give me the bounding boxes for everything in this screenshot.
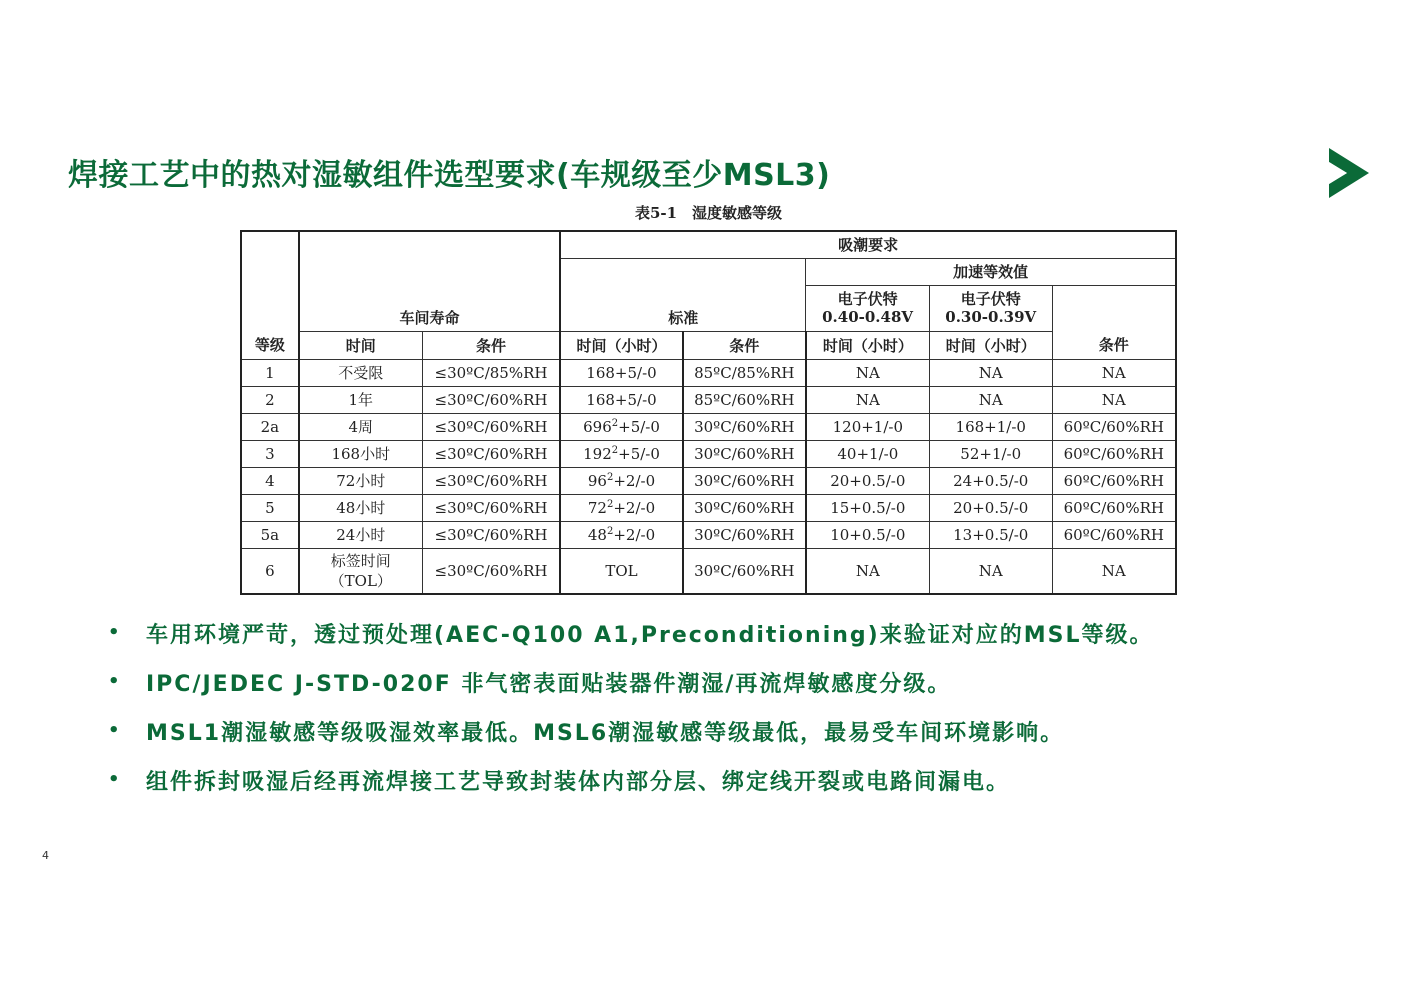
std-condition-cell: 30ºC/60%RH — [683, 521, 806, 548]
ev2-cell: 20+0.5/-0 — [929, 494, 1052, 521]
play-arrow-logo-icon — [1325, 146, 1371, 200]
ev2-cell: 52+1/-0 — [929, 440, 1052, 467]
grade-cell: 5a — [241, 521, 299, 548]
std-condition-cell: 85ºC/60%RH — [683, 386, 806, 413]
bullet-dot: • — [108, 720, 122, 741]
bullet-text: MSL1潮湿敏感等级吸湿效率最低。MSL6潮湿敏感等级最低，最易受车间环境影响。 — [146, 721, 1065, 746]
ev1-cell: 20+0.5/-0 — [806, 467, 930, 494]
grade-cell: 2a — [241, 413, 299, 440]
msl-table — [240, 230, 1177, 595]
accel-condition-cell: 60ºC/60%RH — [1052, 467, 1176, 494]
ev2-cell: NA — [929, 386, 1052, 413]
ev1-header: 电子伏特 0.40-0.48V — [806, 285, 930, 331]
time-cell: 168小时 — [299, 440, 423, 467]
time-cell: 标签时间 （TOL） — [299, 548, 423, 594]
bullet-text: IPC/JEDEC J-STD-020F 非气密表面贴装器件潮湿/再流焊敏感度分级。 — [146, 672, 952, 697]
table-caption: 表5-1 湿度敏感等级 — [634, 204, 783, 222]
condition-cell: ≤30ºC/60%RH — [422, 494, 560, 521]
std-time-base: 96 — [587, 471, 607, 490]
ev2-cell: 13+0.5/-0 — [929, 521, 1052, 548]
ev2-cell: 24+0.5/-0 — [929, 467, 1052, 494]
slide-title: 焊接工艺中的热对湿敏组件选型要求(车规级至少MSL3) — [68, 158, 831, 193]
accel-condition-cell: 60ºC/60%RH — [1052, 494, 1176, 521]
std-time-base: 48 — [587, 525, 607, 544]
accel-condition-cell: NA — [1052, 548, 1176, 594]
ev1-cell: NA — [806, 386, 930, 413]
table-row — [241, 413, 1176, 440]
std-condition-cell: 30ºC/60%RH — [683, 467, 806, 494]
accel-condition-cell: 60ºC/60%RH — [1052, 413, 1176, 440]
ev2-cell: 168+1/-0 — [929, 413, 1052, 440]
std-time-cell: 168+5/-0 — [560, 359, 683, 386]
list-item — [108, 710, 1368, 759]
ev1-cell: NA — [806, 548, 930, 594]
std-time-footnote: 2 — [611, 444, 619, 456]
condition-header: 条件 — [422, 331, 560, 359]
ev1-cell: 15+0.5/-0 — [806, 494, 930, 521]
std-time-tolerance: +5/-0 — [618, 417, 660, 436]
table-row — [241, 494, 1176, 521]
time-cell: 不受限 — [299, 359, 423, 386]
condition-cell: ≤30ºC/60%RH — [422, 440, 560, 467]
floor-life-header: 车间寿命 — [399, 308, 460, 327]
time-cell: 48小时 — [299, 494, 423, 521]
time-cell: 72小时 — [299, 467, 423, 494]
bullet-dot: • — [108, 671, 122, 692]
table-row — [241, 548, 1176, 594]
std-time-header: 时间（小时） — [560, 331, 683, 359]
std-time-footnote: 2 — [611, 417, 619, 429]
bullet-dot: • — [108, 769, 122, 790]
ev2-cell: NA — [929, 548, 1052, 594]
std-time-cell: TOL — [560, 548, 683, 594]
std-time-cell: 168+5/-0 — [560, 386, 683, 413]
ev2-header: 电子伏特 0.30-0.39V — [929, 285, 1052, 331]
accel-condition-cell: NA — [1052, 386, 1176, 413]
std-condition-cell: 30ºC/60%RH — [683, 548, 806, 594]
list-item — [108, 759, 1368, 808]
table-row — [241, 386, 1176, 413]
ev1-cell: 10+0.5/-0 — [806, 521, 930, 548]
ev1-cell: NA — [806, 359, 930, 386]
std-time-base: 72 — [587, 498, 607, 517]
std-time-cell — [560, 467, 683, 494]
floor-life-header-cell — [299, 231, 560, 331]
std-time-footnote: 2 — [606, 525, 614, 537]
time-cell: 4周 — [299, 413, 423, 440]
accel-condition-cell: 60ºC/60%RH — [1052, 440, 1176, 467]
ev1-cell: 120+1/-0 — [806, 413, 930, 440]
grade-cell: 4 — [241, 467, 299, 494]
bullet-text: 组件拆封吸湿后经再流焊接工艺导致封装体内部分层、绑定线开裂或电路间漏电。 — [146, 770, 1011, 795]
std-time-tolerance: +2/-0 — [613, 525, 656, 544]
std-time-tolerance: +5/-0 — [618, 444, 660, 463]
time-cell: 24小时 — [299, 521, 423, 548]
standard-header: 标准 — [560, 258, 806, 331]
page-number: 4 — [42, 849, 49, 862]
list-item — [108, 661, 1368, 710]
std-time-footnote: 2 — [606, 498, 614, 510]
table-row — [241, 440, 1176, 467]
std-condition-header: 条件 — [683, 331, 806, 359]
std-condition-cell: 85ºC/85%RH — [683, 359, 806, 386]
grade-cell: 5 — [241, 494, 299, 521]
std-condition-cell: 30ºC/60%RH — [683, 494, 806, 521]
accel-header: 加速等效值 — [806, 258, 1176, 285]
ev2-cell: NA — [929, 359, 1052, 386]
condition-cell: ≤30ºC/60%RH — [422, 548, 560, 594]
std-time-cell — [560, 440, 683, 467]
accel-condition-cell: NA — [1052, 359, 1176, 386]
ev1-cell: 40+1/-0 — [806, 440, 930, 467]
std-time-base: 192 — [583, 444, 612, 463]
condition-cell: ≤30ºC/85%RH — [422, 359, 560, 386]
std-time-cell — [560, 413, 683, 440]
ev1-time-header: 时间（小时） — [806, 331, 930, 359]
table-row — [241, 521, 1176, 548]
table-row — [241, 359, 1176, 386]
ev2-time-header: 时间（小时） — [929, 331, 1052, 359]
accel-condition-cell: 60ºC/60%RH — [1052, 521, 1176, 548]
condition-cell: ≤30ºC/60%RH — [422, 467, 560, 494]
grade-cell: 2 — [241, 386, 299, 413]
grade-header: 等级 — [254, 335, 285, 354]
std-time-cell — [560, 494, 683, 521]
bullet-text: 车用环境严苛，透过预处理(AEC-Q100 A1,Preconditioning)来验证对应的MSL等级。 — [146, 623, 1154, 648]
std-time-tolerance: +2/-0 — [613, 498, 656, 517]
condition-cell: ≤30ºC/60%RH — [422, 521, 560, 548]
std-time-tolerance: +2/-0 — [613, 471, 656, 490]
condition-cell: ≤30ºC/60%RH — [422, 386, 560, 413]
grade-cell: 1 — [241, 359, 299, 386]
std-condition-cell: 30ºC/60%RH — [683, 413, 806, 440]
table-row — [241, 467, 1176, 494]
std-time-base: 696 — [583, 417, 612, 436]
bullet-list — [108, 612, 1368, 808]
std-time-cell — [560, 521, 683, 548]
condition-cell: ≤30ºC/60%RH — [422, 413, 560, 440]
soak-req-header: 吸潮要求 — [560, 231, 1176, 258]
grade-cell: 3 — [241, 440, 299, 467]
grade-cell: 6 — [241, 548, 299, 594]
bullet-dot: • — [108, 622, 122, 643]
grade-header-cell — [241, 231, 299, 359]
time-cell: 1年 — [299, 386, 423, 413]
time-header: 时间 — [299, 331, 423, 359]
list-item — [108, 612, 1368, 661]
accel-condition-header: 条件 — [1052, 285, 1176, 359]
std-time-footnote: 2 — [606, 471, 614, 483]
std-condition-cell: 30ºC/60%RH — [683, 440, 806, 467]
